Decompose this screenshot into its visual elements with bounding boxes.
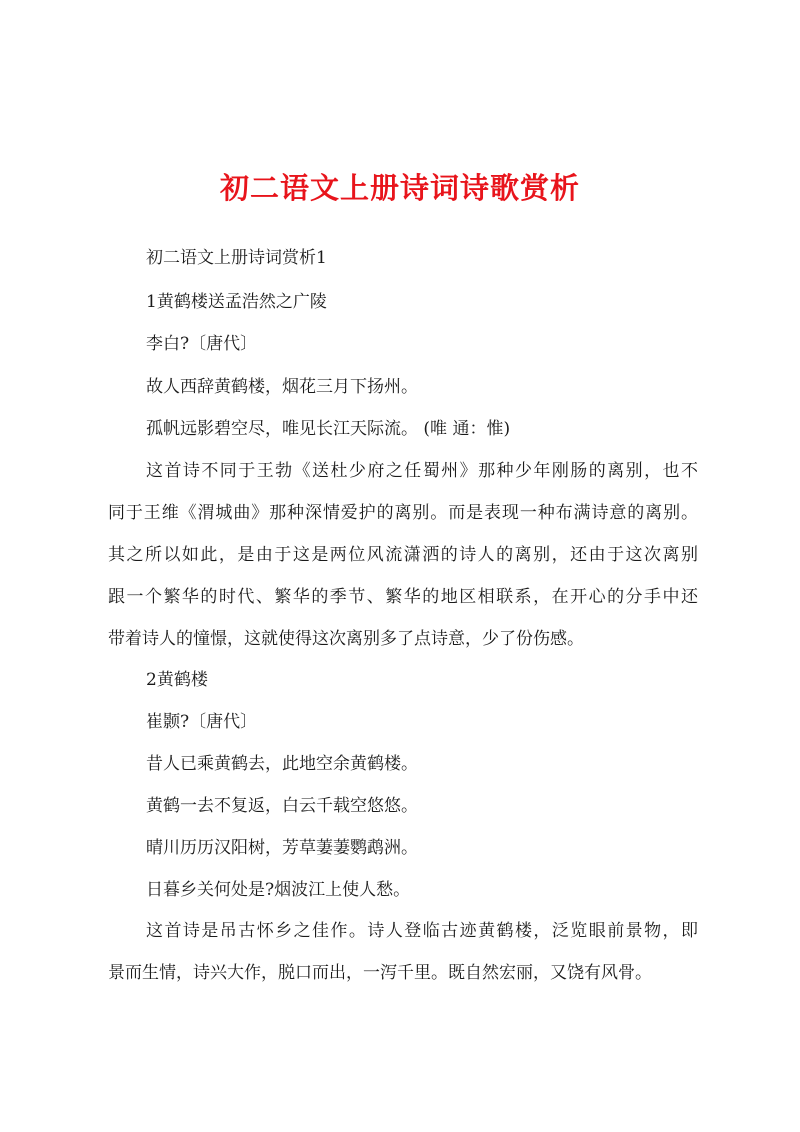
analysis-line: 景而生情，诗兴大作，脱口而出，一泻千里。既自然宏丽，又饶有风骨。 — [108, 963, 652, 983]
analysis-line: 跟一个繁华的时代、繁华的季节、繁华的地区相联系，在开心的分手中还 — [108, 587, 698, 607]
document-title: 初二语文上册诗词诗歌赏析 — [219, 171, 580, 205]
poem-line: 故人西辞黄鹤楼，烟花三月下扬州。 — [146, 377, 418, 397]
section-heading: 初二语文上册诗词赏析1 — [146, 248, 327, 268]
analysis-line: 同于王维《渭城曲》那种深情爱护的离别。而是表现一种布满诗意的离别。 — [108, 503, 698, 523]
poem-line: 黄鹤一去不复返，白云千载空悠悠。 — [146, 796, 418, 816]
poem-line: 晴川历历汉阳树，芳草萋萋鹦鹉洲。 — [146, 838, 418, 858]
poem-heading: 1黄鹤楼送孟浩然之广陵 — [146, 292, 327, 312]
poem-author: 崔颢?〔唐代〕 — [146, 712, 258, 732]
analysis-line: 这首诗不同于王勃《送杜少府之任蜀州》那种少年刚肠的离别，也不 — [146, 461, 698, 481]
poem-heading: 2黄鹤楼 — [146, 670, 208, 690]
poem-author: 李白?〔唐代〕 — [146, 334, 258, 354]
poem-line: 昔人已乘黄鹤去，此地空余黄鹤楼。 — [146, 754, 418, 774]
analysis-line: 这首诗是吊古怀乡之佳作。诗人登临古迹黄鹤楼，泛览眼前景物，即 — [146, 921, 698, 941]
analysis-line: 其之所以如此，是由于这是两位风流潇洒的诗人的离别，还由于这次离别 — [108, 545, 698, 565]
poem-line: 孤帆远影碧空尽，唯见长江天际流。 (唯 通：惟) — [146, 419, 511, 439]
poem-line: 日暮乡关何处是?烟波江上使人愁。 — [146, 880, 411, 900]
analysis-line: 带着诗人的憧憬，这就使得这次离别多了点诗意，少了份伤感。 — [108, 629, 584, 649]
